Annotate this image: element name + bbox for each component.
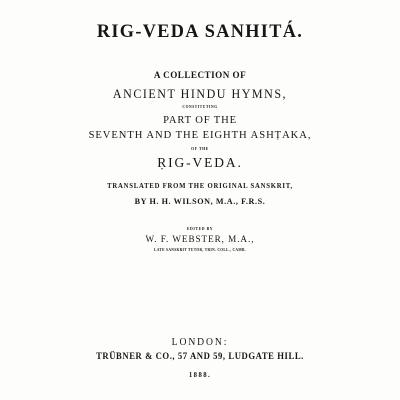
editor-subtitle: LATE SANSKRIT TUTOR, TRIN. COLL., CAMB. <box>154 248 246 252</box>
constituting-line: CONSTITUTING <box>182 105 218 109</box>
year-line: 1888. <box>188 371 212 379</box>
editor-line: W. F. WEBSTER, M.A., <box>145 235 255 245</box>
part-of-line: PART OF THE <box>163 114 237 126</box>
edited-by-line: EDITED BY <box>186 226 214 231</box>
of-the-line: OF THE <box>191 146 209 151</box>
hymns-line: ANCIENT HINDU HYMNS, <box>112 87 288 101</box>
rig-veda-line: ṚIG-VEDA. <box>157 156 243 171</box>
translated-line: TRANSLATED FROM THE ORIGINAL SANSKRIT, <box>107 182 293 190</box>
publisher-line: TRÜBNER & CO., 57 AND 59, LUDGATE HILL. <box>96 351 304 361</box>
book-title: RIG-VEDA SANHITÁ. <box>96 21 304 42</box>
city-line: LONDON: <box>171 337 229 348</box>
collection-line: A COLLECTION OF <box>153 71 247 81</box>
ashtaka-line: SEVENTH AND THE EIGHTH ASHṬAKA, <box>88 129 312 141</box>
translator-line: BY H. H. WILSON, M.A., F.R.S. <box>134 196 266 206</box>
